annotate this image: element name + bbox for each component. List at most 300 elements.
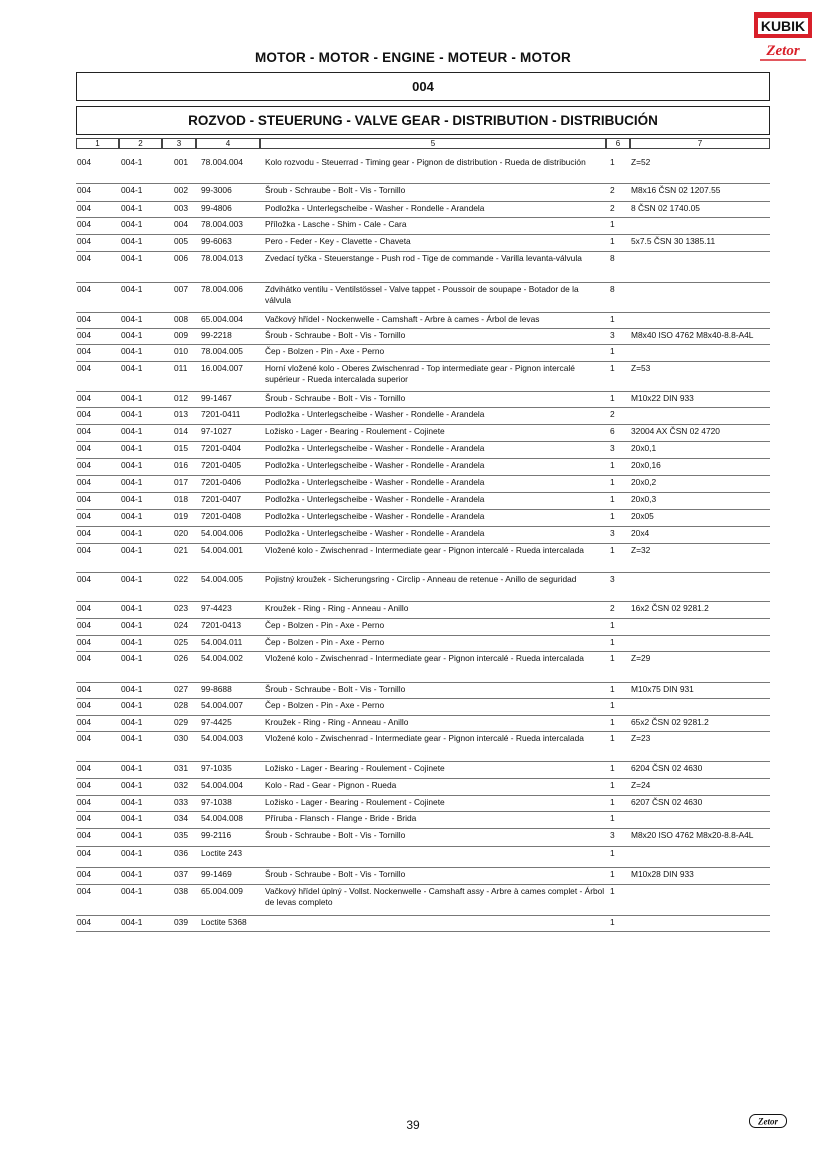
part-number: 78.004.005 <box>201 346 243 356</box>
col-2: 004-1 <box>121 253 143 263</box>
col-2: 004-1 <box>121 203 143 213</box>
part-number: 78.004.004 <box>201 157 243 167</box>
row-divider <box>76 915 770 916</box>
part-description: Podložka - Unterlegscheibe - Washer - Rondelle - Arandela <box>265 511 485 521</box>
quantity: 1 <box>610 477 615 487</box>
col-2: 004-1 <box>121 219 143 229</box>
quantity: 1 <box>610 363 615 373</box>
part-number: 97-4423 <box>201 603 232 613</box>
col-2: 004-1 <box>121 848 143 858</box>
row-divider <box>76 217 770 218</box>
part-number: 97-1038 <box>201 797 232 807</box>
col-2: 004-1 <box>121 797 143 807</box>
quantity: 1 <box>610 700 615 710</box>
col-1: 004 <box>77 185 91 195</box>
row-divider <box>76 601 770 602</box>
quantity: 1 <box>610 917 615 927</box>
col-1: 004 <box>77 620 91 630</box>
quantity: 1 <box>610 157 615 167</box>
col-3: 009 <box>174 330 188 340</box>
quantity: 1 <box>610 763 615 773</box>
logo-bottom-text: Zetor <box>766 43 800 59</box>
row-divider <box>76 458 770 459</box>
part-number: 97-1035 <box>201 763 232 773</box>
col-3: 036 <box>174 848 188 858</box>
quantity: 1 <box>610 780 615 790</box>
column-header-7: 7 <box>630 138 770 149</box>
part-number: 65.004.009 <box>201 886 243 896</box>
quantity: 1 <box>610 813 615 823</box>
part-number: 54.004.006 <box>201 528 243 538</box>
quantity: 3 <box>610 443 615 453</box>
row-divider <box>76 635 770 636</box>
col-3: 007 <box>174 284 188 294</box>
col-3: 024 <box>174 620 188 630</box>
part-description: Horní vložené kolo - Oberes Zwischenrad - Top intermediate gear - Pignon intercalé supérieur - Rueda intercalada superior <box>265 363 575 384</box>
part-description: Čep - Bolzen - Pin - Axe - Perno <box>265 637 385 647</box>
col-2: 004-1 <box>121 637 143 647</box>
col-2: 004-1 <box>121 763 143 773</box>
row-divider <box>76 441 770 442</box>
quantity: 2 <box>610 185 615 195</box>
note: Z=32 <box>631 545 651 555</box>
col-3: 015 <box>174 443 188 453</box>
row-divider <box>76 234 770 235</box>
row-divider <box>76 795 770 796</box>
col-3: 005 <box>174 236 188 246</box>
col-3: 020 <box>174 528 188 538</box>
col-1: 004 <box>77 917 91 927</box>
part-number: 54.004.008 <box>201 813 243 823</box>
note: Z=23 <box>631 733 651 743</box>
part-description: Zvedací tyčka - Steuerstange - Push rod - Tige de commande - Varilla levanta-válvula <box>265 253 582 263</box>
col-2: 004-1 <box>121 157 143 167</box>
part-description: Šroub - Schraube - Bolt - Vis - Tornillo <box>265 185 406 195</box>
column-header-4: 4 <box>196 138 260 149</box>
col-2: 004-1 <box>121 477 143 487</box>
col-2: 004-1 <box>121 684 143 694</box>
col-2: 004-1 <box>121 620 143 630</box>
row-divider <box>76 361 770 362</box>
col-1: 004 <box>77 511 91 521</box>
row-divider <box>76 846 770 847</box>
quantity: 8 <box>610 253 615 263</box>
row-divider <box>76 251 770 252</box>
part-number: 54.004.001 <box>201 545 243 555</box>
col-3: 038 <box>174 886 188 896</box>
col-1: 004 <box>77 393 91 403</box>
note: 5x7.5 ČSN 30 1385.11 <box>631 236 716 246</box>
quantity: 3 <box>610 330 615 340</box>
part-description: Ložisko - Lager - Bearing - Roulement - Cojinete <box>265 797 445 807</box>
part-description: Podložka - Unterlegscheibe - Washer - Rondelle - Arandela <box>265 477 485 487</box>
quantity: 1 <box>610 236 615 246</box>
quantity: 2 <box>610 409 615 419</box>
quantity: 2 <box>610 203 615 213</box>
note: 8 ČSN 02 1740.05 <box>631 203 700 213</box>
col-2: 004-1 <box>121 780 143 790</box>
col-3: 029 <box>174 717 188 727</box>
row-divider <box>76 828 770 829</box>
col-1: 004 <box>77 733 91 743</box>
part-number: 99-8688 <box>201 684 232 694</box>
part-description: Šroub - Schraube - Bolt - Vis - Tornillo <box>265 330 406 340</box>
col-1: 004 <box>77 443 91 453</box>
row-divider <box>76 201 770 202</box>
note: Z=53 <box>631 363 651 373</box>
part-number: 54.004.003 <box>201 733 243 743</box>
part-description: Ložisko - Lager - Bearing - Roulement - Cojinete <box>265 763 445 773</box>
quantity: 1 <box>610 869 615 879</box>
row-divider <box>76 543 770 544</box>
col-1: 004 <box>77 574 91 584</box>
quantity: 1 <box>610 393 615 403</box>
col-3: 017 <box>174 477 188 487</box>
col-3: 028 <box>174 700 188 710</box>
part-number: 54.004.002 <box>201 653 243 663</box>
note: 20x4 <box>631 528 650 538</box>
row-divider <box>76 492 770 493</box>
col-3: 034 <box>174 813 188 823</box>
col-2: 004-1 <box>121 917 143 927</box>
col-3: 019 <box>174 511 188 521</box>
part-number: 54.004.004 <box>201 780 243 790</box>
note: Z=29 <box>631 653 651 663</box>
part-description: Vačkový hřídel - Nockenwelle - Camshaft - Arbre à cames - Árbol de levas <box>265 314 540 324</box>
col-3: 025 <box>174 637 188 647</box>
col-2: 004-1 <box>121 528 143 538</box>
row-divider <box>76 526 770 527</box>
part-number: 78.004.006 <box>201 284 243 294</box>
part-description: Šroub - Schraube - Bolt - Vis - Tornillo <box>265 684 406 694</box>
col-2: 004-1 <box>121 460 143 470</box>
quantity: 1 <box>610 314 615 324</box>
row-divider <box>76 651 770 652</box>
col-1: 004 <box>77 219 91 229</box>
part-number: 7201-0405 <box>201 460 242 470</box>
col-1: 004 <box>77 813 91 823</box>
part-number: 7201-0411 <box>201 409 241 419</box>
col-1: 004 <box>77 869 91 879</box>
column-header-2: 2 <box>119 138 162 149</box>
col-1: 004 <box>77 653 91 663</box>
col-2: 004-1 <box>121 314 143 324</box>
row-divider <box>76 282 770 283</box>
row-divider <box>76 731 770 732</box>
quantity: 1 <box>610 545 615 555</box>
note: 20x0,1 <box>631 443 657 453</box>
quantity: 3 <box>610 574 615 584</box>
col-3: 003 <box>174 203 188 213</box>
col-3: 021 <box>174 545 188 555</box>
col-1: 004 <box>77 684 91 694</box>
part-description: Pojistný kroužek - Sicherungsring - Circlip - Anneau de retenue - Anillo de seguridad <box>265 574 577 584</box>
col-3: 010 <box>174 346 188 356</box>
part-number: 97-1027 <box>201 426 232 436</box>
note: Z=52 <box>631 157 651 167</box>
col-1: 004 <box>77 886 91 896</box>
row-divider <box>76 715 770 716</box>
row-divider <box>76 811 770 812</box>
col-2: 004-1 <box>121 426 143 436</box>
part-description: Příruba - Flansch - Flange - Bride - Brida <box>265 813 417 823</box>
row-divider <box>76 931 770 932</box>
part-description: Podložka - Unterlegscheibe - Washer - Rondelle - Arandela <box>265 409 485 419</box>
col-2: 004-1 <box>121 813 143 823</box>
part-number: 7201-0413 <box>201 620 242 630</box>
row-divider <box>76 884 770 885</box>
col-1: 004 <box>77 460 91 470</box>
col-3: 004 <box>174 219 188 229</box>
zetor-footer-logo <box>749 1114 787 1128</box>
part-number: Loctite 5368 <box>201 917 247 927</box>
column-header-6: 6 <box>606 138 630 149</box>
part-number: 54.004.007 <box>201 700 243 710</box>
part-description: Vložené kolo - Zwischenrad - Intermediate gear - Pignon intercalé - Rueda intercalada <box>265 545 584 555</box>
col-3: 012 <box>174 393 188 403</box>
column-header-5: 5 <box>260 138 606 149</box>
col-1: 004 <box>77 346 91 356</box>
col-1: 004 <box>77 848 91 858</box>
column-header-3: 3 <box>162 138 196 149</box>
part-number: 99-2218 <box>201 330 232 340</box>
col-2: 004-1 <box>121 443 143 453</box>
row-divider <box>76 618 770 619</box>
col-1: 004 <box>77 528 91 538</box>
part-number: 65.004.004 <box>201 314 243 324</box>
part-description: Příložka - Lasche - Shim - Cale - Cara <box>265 219 407 229</box>
col-2: 004-1 <box>121 830 143 840</box>
row-divider <box>76 424 770 425</box>
row-divider <box>76 867 770 868</box>
part-number: 7201-0406 <box>201 477 242 487</box>
col-2: 004-1 <box>121 653 143 663</box>
quantity: 1 <box>610 511 615 521</box>
col-2: 004-1 <box>121 346 143 356</box>
col-3: 023 <box>174 603 188 613</box>
part-description: Čep - Bolzen - Pin - Axe - Perno <box>265 620 385 630</box>
quantity: 8 <box>610 284 615 294</box>
note: 65x2 ČSN 02 9281.2 <box>631 717 709 727</box>
note: 20x0,2 <box>631 477 657 487</box>
part-description: Podložka - Unterlegscheibe - Washer - Rondelle - Arandela <box>265 460 485 470</box>
col-1: 004 <box>77 426 91 436</box>
col-3: 037 <box>174 869 188 879</box>
quantity: 3 <box>610 830 615 840</box>
quantity: 1 <box>610 797 615 807</box>
quantity: 1 <box>610 733 615 743</box>
part-description: Kolo - Rad - Gear - Pignon - Rueda <box>265 780 397 790</box>
col-1: 004 <box>77 717 91 727</box>
col-1: 004 <box>77 284 91 294</box>
col-2: 004-1 <box>121 409 143 419</box>
row-divider <box>76 328 770 329</box>
quantity: 1 <box>610 637 615 647</box>
row-divider <box>76 312 770 313</box>
quantity: 1 <box>610 848 615 858</box>
col-1: 004 <box>77 545 91 555</box>
col-2: 004-1 <box>121 494 143 504</box>
quantity: 1 <box>610 886 615 896</box>
section-title: ROZVOD - STEUERUNG - VALVE GEAR - DISTRIBUTION - DISTRIBUCIÓN <box>76 106 770 135</box>
note: 6204 ČSN 02 4630 <box>631 763 703 773</box>
part-number: 16.004.007 <box>201 363 243 373</box>
row-divider <box>76 183 770 184</box>
quantity: 1 <box>610 346 615 356</box>
row-divider <box>76 761 770 762</box>
part-number: 78.004.003 <box>201 219 243 229</box>
part-description: Čep - Bolzen - Pin - Axe - Perno <box>265 346 385 356</box>
row-divider <box>76 344 770 345</box>
col-2: 004-1 <box>121 700 143 710</box>
col-3: 031 <box>174 763 188 773</box>
col-3: 002 <box>174 185 188 195</box>
logo-top-text: KUBIK <box>760 18 806 34</box>
col-1: 004 <box>77 700 91 710</box>
quantity: 2 <box>610 603 615 613</box>
column-header-1: 1 <box>76 138 119 149</box>
part-number: Loctite 243 <box>201 848 242 858</box>
col-2: 004-1 <box>121 545 143 555</box>
col-2: 004-1 <box>121 886 143 896</box>
col-3: 006 <box>174 253 188 263</box>
row-divider <box>76 682 770 683</box>
col-2: 004-1 <box>121 185 143 195</box>
row-divider <box>76 407 770 408</box>
part-number: 99-1469 <box>201 869 232 879</box>
part-number: 7201-0408 <box>201 511 242 521</box>
note: M8x40 ISO 4762 M8x40-8.8-A4L <box>631 330 754 340</box>
part-description: Kroužek - Ring - Ring - Anneau - Anillo <box>265 717 409 727</box>
col-2: 004-1 <box>121 869 143 879</box>
part-number: 99-2116 <box>201 830 232 840</box>
part-number: 78.004.013 <box>201 253 243 263</box>
col-1: 004 <box>77 603 91 613</box>
note: M10x28 DIN 933 <box>631 869 694 879</box>
part-number: 7201-0407 <box>201 494 242 504</box>
group-number: 004 <box>76 72 770 101</box>
part-description: Šroub - Schraube - Bolt - Vis - Tornillo <box>265 869 406 879</box>
part-number: 54.004.005 <box>201 574 243 584</box>
quantity: 1 <box>610 460 615 470</box>
quantity: 1 <box>610 620 615 630</box>
col-1: 004 <box>77 763 91 773</box>
col-3: 032 <box>174 780 188 790</box>
document-title: MOTOR - MOTOR - ENGINE - MOTEUR - MOTOR <box>254 50 572 65</box>
note: M8x16 ČSN 02 1207.55 <box>631 185 721 195</box>
col-1: 004 <box>77 314 91 324</box>
col-2: 004-1 <box>121 603 143 613</box>
col-3: 014 <box>174 426 188 436</box>
col-1: 004 <box>77 330 91 340</box>
part-description: Podložka - Unterlegscheibe - Washer - Rondelle - Arandela <box>265 443 485 453</box>
col-1: 004 <box>77 157 91 167</box>
row-divider <box>76 778 770 779</box>
note: 20x05 <box>631 511 654 521</box>
part-description: Vložené kolo - Zwischenrad - Intermediate gear - Pignon intercalé - Rueda intercalada <box>265 653 584 663</box>
part-number: 99-1467 <box>201 393 232 403</box>
col-3: 026 <box>174 653 188 663</box>
part-description: Vačkový hřídel úplný - Vollst. Nockenwelle - Camshaft assy - Arbre à cames complet - Árbol de levas completo <box>265 886 605 907</box>
part-description: Podložka - Unterlegscheibe - Washer - Rondelle - Arandela <box>265 494 485 504</box>
col-1: 004 <box>77 780 91 790</box>
part-number: 99-3006 <box>201 185 232 195</box>
quantity: 6 <box>610 426 615 436</box>
quantity: 1 <box>610 494 615 504</box>
col-3: 039 <box>174 917 188 927</box>
part-number: 99-6063 <box>201 236 232 246</box>
part-description: Kolo rozvodu - Steuerrad - Timing gear - Pignon de distribution - Rueda de distribución <box>265 157 586 167</box>
col-3: 022 <box>174 574 188 584</box>
col-3: 016 <box>174 460 188 470</box>
page-number: 39 <box>406 1118 420 1132</box>
col-3: 027 <box>174 684 188 694</box>
note: 20x0,3 <box>631 494 657 504</box>
col-2: 004-1 <box>121 393 143 403</box>
note: 32004 AX ČSN 02 4720 <box>631 426 720 436</box>
quantity: 1 <box>610 684 615 694</box>
col-1: 004 <box>77 203 91 213</box>
col-3: 013 <box>174 409 188 419</box>
note: 16x2 ČSN 02 9281.2 <box>631 603 709 613</box>
quantity: 3 <box>610 528 615 538</box>
col-1: 004 <box>77 830 91 840</box>
row-divider <box>76 572 770 573</box>
col-1: 004 <box>77 363 91 373</box>
col-2: 004-1 <box>121 733 143 743</box>
col-3: 008 <box>174 314 188 324</box>
part-description: Šroub - Schraube - Bolt - Vis - Tornillo <box>265 830 406 840</box>
col-2: 004-1 <box>121 363 143 373</box>
part-description: Zdvihátko ventilu - Ventilstössel - Valve tappet - Poussoir de soupape - Botador de la válvula <box>265 284 579 305</box>
col-1: 004 <box>77 637 91 647</box>
part-description: Čep - Bolzen - Pin - Axe - Perno <box>265 700 385 710</box>
row-divider <box>76 391 770 392</box>
col-3: 018 <box>174 494 188 504</box>
row-divider <box>76 475 770 476</box>
col-1: 004 <box>77 797 91 807</box>
col-3: 030 <box>174 733 188 743</box>
note: M8x20 ISO 4762 M8x20-8.8-A4L <box>631 830 754 840</box>
quantity: 1 <box>610 717 615 727</box>
col-3: 035 <box>174 830 188 840</box>
col-2: 004-1 <box>121 284 143 294</box>
col-2: 004-1 <box>121 236 143 246</box>
note: M10x75 DIN 931 <box>631 684 694 694</box>
col-1: 004 <box>77 477 91 487</box>
part-number: 99-4806 <box>201 203 232 213</box>
part-description: Vložené kolo - Zwischenrad - Intermediate gear - Pignon intercalé - Rueda intercalada <box>265 733 584 743</box>
note: M10x22 DIN 933 <box>631 393 694 403</box>
row-divider <box>76 509 770 510</box>
part-description: Kroužek - Ring - Ring - Anneau - Anillo <box>265 603 409 613</box>
col-2: 004-1 <box>121 511 143 521</box>
part-description: Podložka - Unterlegscheibe - Washer - Rondelle - Arandela <box>265 203 485 213</box>
footer-brand-text: Zetor <box>758 1116 778 1127</box>
part-number: 7201-0404 <box>201 443 242 453</box>
col-1: 004 <box>77 253 91 263</box>
col-3: 001 <box>174 157 188 167</box>
col-2: 004-1 <box>121 330 143 340</box>
note: 20x0,16 <box>631 460 661 470</box>
col-1: 004 <box>77 236 91 246</box>
col-1: 004 <box>77 494 91 504</box>
row-divider <box>76 698 770 699</box>
note: Z=24 <box>631 780 651 790</box>
part-description: Ložisko - Lager - Bearing - Roulement - Cojinete <box>265 426 445 436</box>
col-2: 004-1 <box>121 574 143 584</box>
col-2: 004-1 <box>121 717 143 727</box>
